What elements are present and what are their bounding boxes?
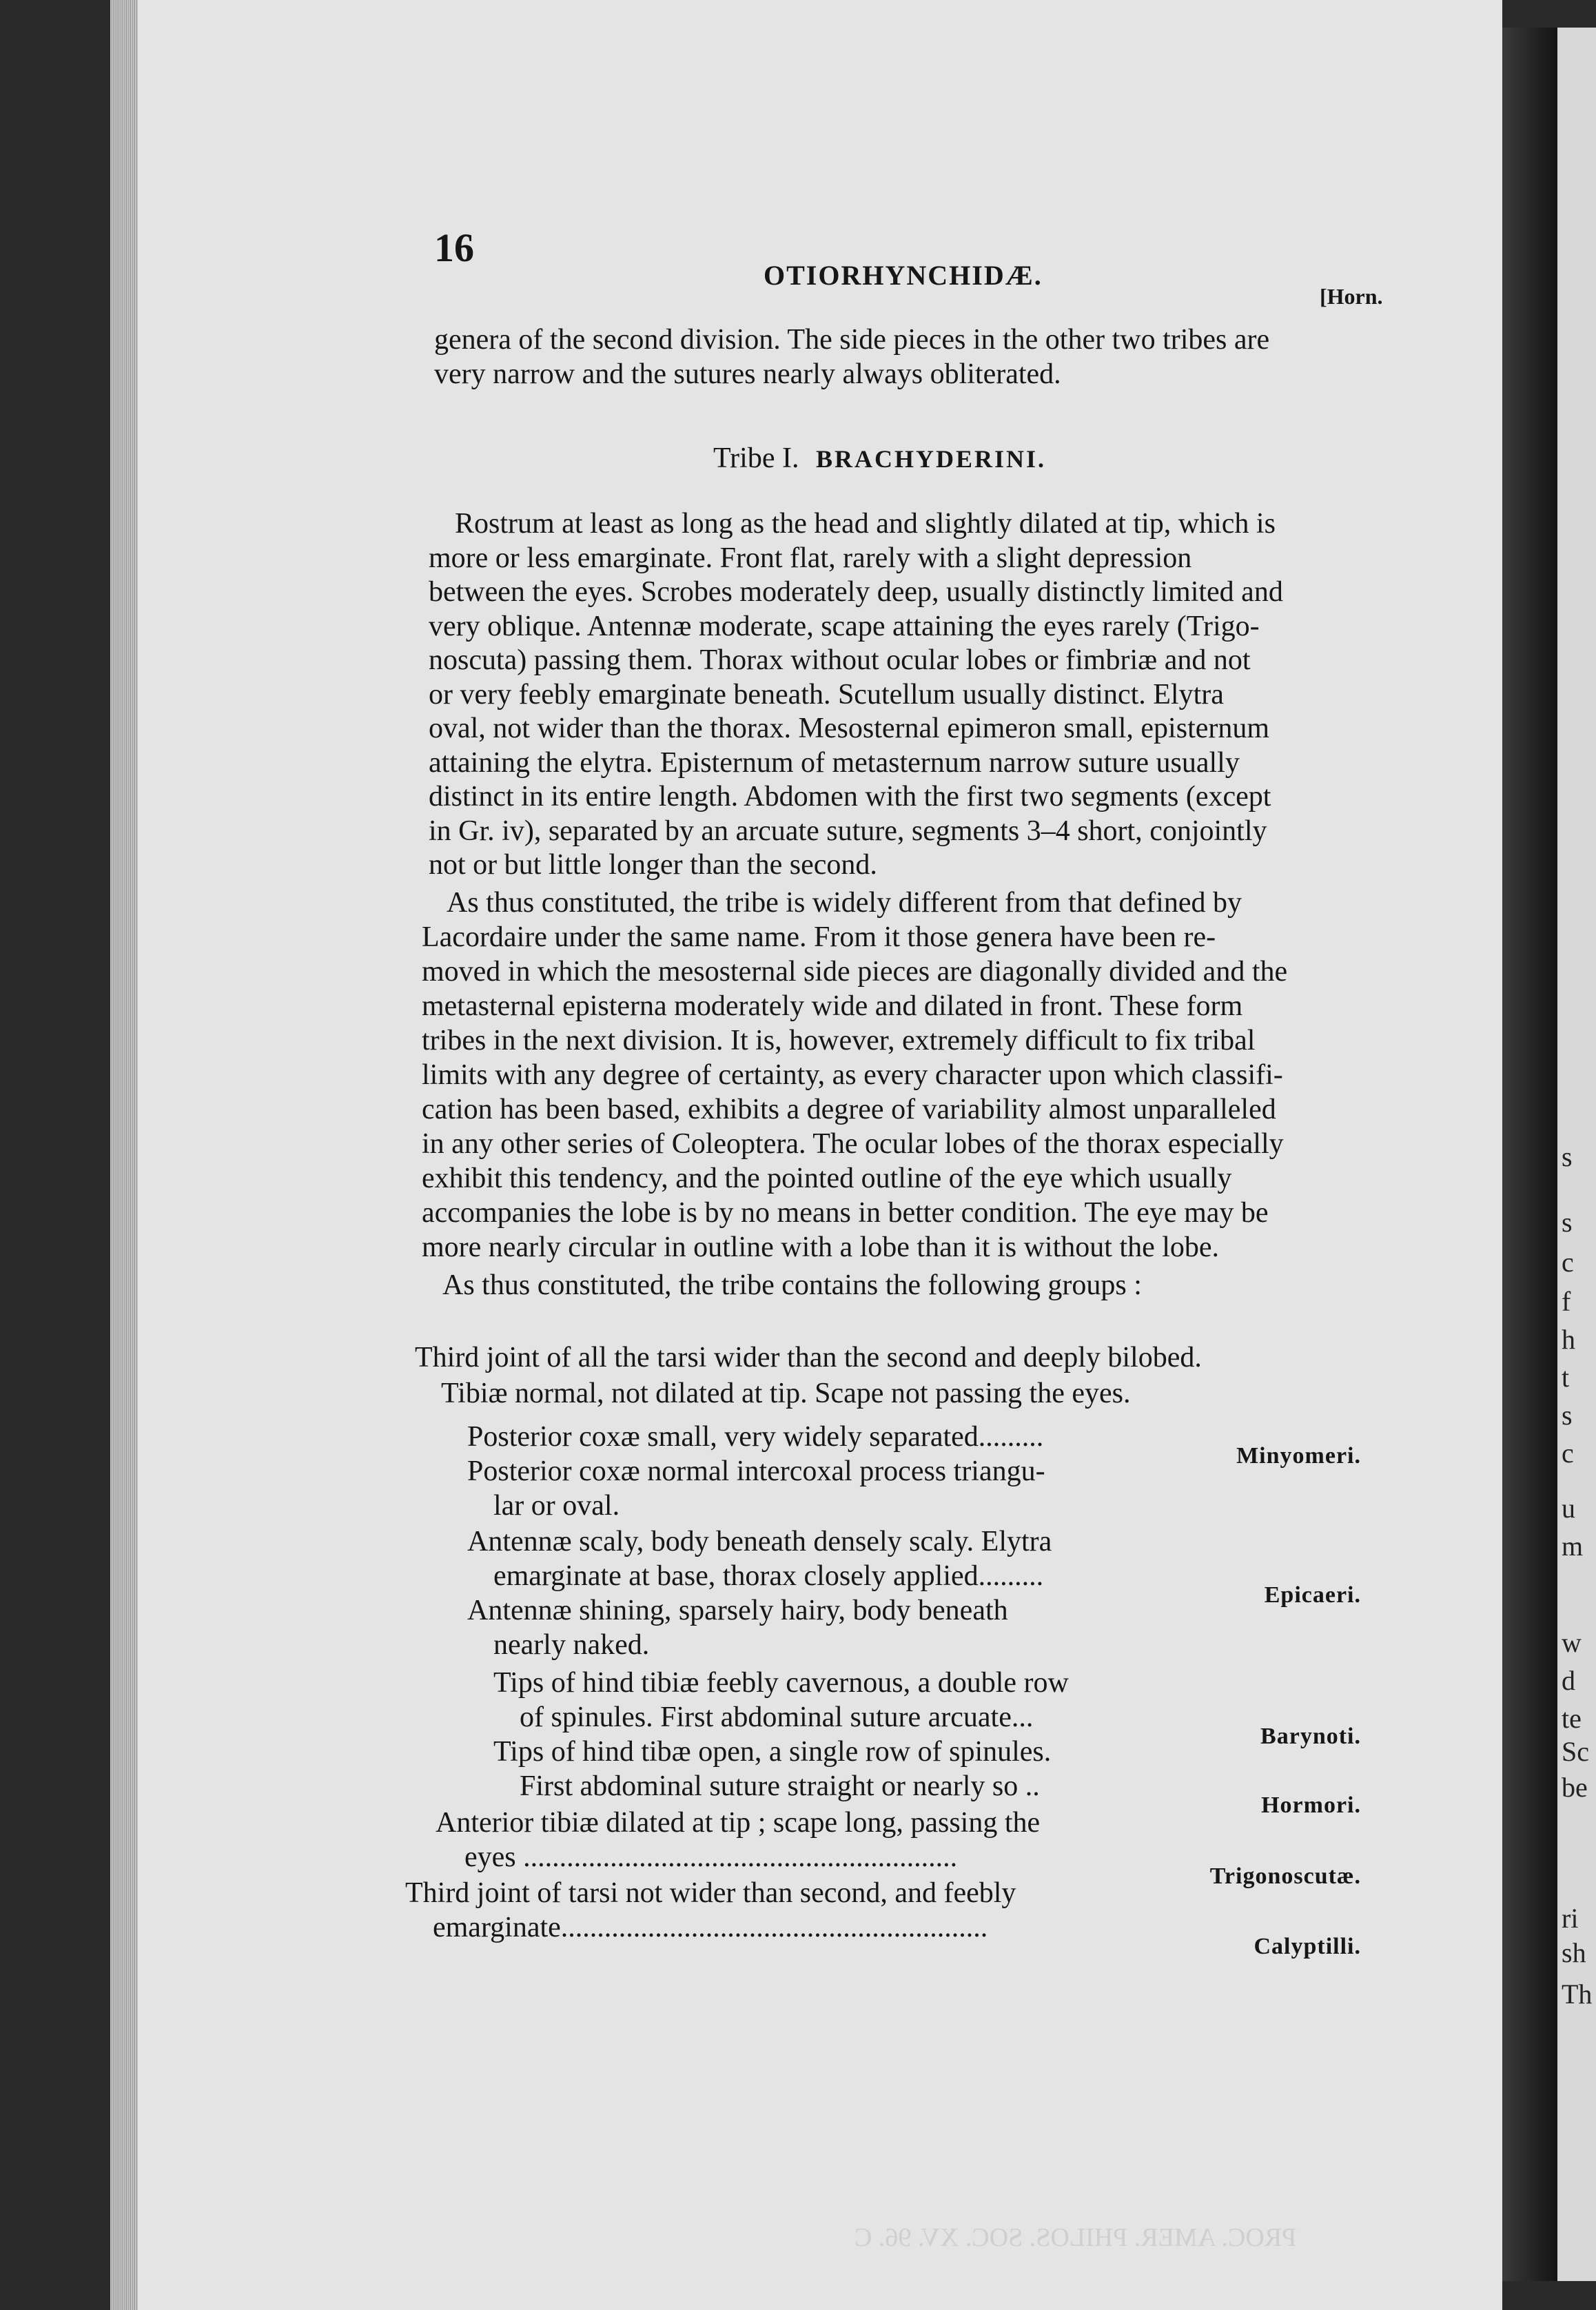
text-line: more or less emarginate. Front flat, rarely with a slight depression [429, 542, 1192, 574]
bleed-through-footer: PROC. AMER. PHILOS. SOC. XV. 96. C [855, 2223, 1297, 2252]
facing-page-margin [1557, 28, 1596, 2281]
facing-page-fragment: u [1562, 1493, 1575, 1524]
book-page-edges [110, 0, 138, 2310]
text-line: not or but little longer than the second. [429, 849, 877, 881]
book-gutter-shadow [1502, 28, 1557, 2281]
group-name: Barynoti. [1260, 1724, 1361, 1749]
key-entry-text: Posterior coxæ small, very widely separated......... [467, 1421, 1044, 1453]
text-line: distinct in its entire length. Abdomen with the first two segments (except [429, 781, 1271, 812]
page-number: 16 [434, 225, 474, 270]
group-name: Trigonoscutæ. [1209, 1863, 1361, 1889]
facing-page-fragment: s [1562, 1400, 1573, 1431]
facing-page-fragment: sh [1562, 1937, 1586, 1968]
text-line: genera of the second division. The side pieces in the other two tribes are [434, 324, 1270, 356]
facing-page-fragment: f [1562, 1286, 1571, 1317]
tribe-prefix: Tribe I. [713, 442, 799, 474]
key-entry-text: eyes ............................................................ [464, 1841, 958, 1873]
text-line: Rostrum at least as long as the head and slightly dilated at tip, which is [455, 508, 1276, 540]
facing-page-fragment: t [1562, 1362, 1570, 1393]
facing-page-fragment: s [1562, 1207, 1573, 1238]
facing-page-fragment: Th [1562, 1979, 1593, 2010]
text-line: cation has been based, exhibits a degree of variability almost unparalleled [422, 1094, 1276, 1125]
key-entry-text: Tips of hind tibæ open, a single row of spinules. [493, 1736, 1052, 1768]
facing-page-fragment: ri [1562, 1903, 1579, 1934]
facing-page-fragment: d [1562, 1665, 1575, 1696]
text-line: more nearly circular in outline with a lobe than it is without the lobe. [422, 1231, 1220, 1263]
author-reference: [Horn. [1320, 284, 1383, 309]
facing-page-fragment: te [1562, 1703, 1582, 1734]
key-entry-text: emarginate at base, thorax closely applied......... [493, 1560, 1044, 1592]
facing-page-fragment: Sc [1562, 1736, 1589, 1767]
facing-page-fragment: c [1562, 1438, 1574, 1469]
running-head-title: OTIORHYNCHIDÆ. [764, 260, 1043, 291]
key-entry-text: First abdominal suture straight or nearly so .. [520, 1770, 1040, 1802]
key-entry-text: of spinules. First abdominal suture arcuate... [520, 1701, 1034, 1733]
text-line: between the eyes. Scrobes moderately deep, usually distinctly limited and [429, 576, 1283, 608]
text-line: attaining the elytra. Episternum of metasternum narrow suture usually [429, 746, 1240, 779]
text-line: As thus constituted, the tribe is widely different from that defined by [447, 887, 1242, 919]
group-name: Hormori. [1261, 1792, 1361, 1818]
text-line: metasternal episterna moderately wide and dilated in front. These form [422, 990, 1243, 1022]
key-entry-text: Third joint of all the tarsi wider than the second and deeply bilobed. [415, 1342, 1202, 1373]
text-line: in any other series of Coleoptera. The ocular lobes of the thorax especially [422, 1128, 1284, 1160]
text-line: very oblique. Antennæ moderate, scape attaining the eyes rarely (Trigo- [429, 610, 1260, 642]
text-line: moved in which the mesosternal side pieces are diagonally divided and the [422, 956, 1288, 988]
key-entry-text: Third joint of tarsi not wider than second, and feebly [405, 1877, 1016, 1909]
facing-page-fragment: s [1562, 1141, 1573, 1172]
group-name: Epicaeri. [1264, 1582, 1361, 1608]
text-line: accompanies the lobe is by no means in better condition. The eye may be [422, 1197, 1269, 1229]
text-line: oval, not wider than the thorax. Mesosternal epimeron small, episternum [429, 713, 1270, 744]
text-line: in Gr. iv), separated by an arcuate suture, segments 3–4 short, conjointly [429, 815, 1267, 847]
key-entry-text: Tips of hind tibiæ feebly cavernous, a double row [493, 1667, 1069, 1699]
facing-page-fragment: m [1562, 1531, 1584, 1562]
tribe-name: BRACHYDERINI. [815, 445, 1046, 473]
facing-page-fragment: c [1562, 1247, 1574, 1278]
text-line: exhibit this tendency, and the pointed outline of the eye which usually [422, 1163, 1232, 1194]
key-entry-text: lar or oval. [493, 1490, 620, 1522]
groups-intro: As thus constituted, the tribe contains the following groups : [442, 1269, 1142, 1301]
tribe-heading [713, 441, 1046, 476]
key-entry-text: emarginate........................................................... [433, 1912, 988, 1943]
text-line: or very feebly emarginate beneath. Scutellum usually distinct. Elytra [429, 678, 1224, 711]
key-entry-text: Posterior coxæ normal intercoxal process triangu- [467, 1455, 1045, 1487]
group-name: Minyomeri. [1236, 1443, 1361, 1469]
text-line: Lacordaire under the same name. From it those genera have been re- [422, 921, 1216, 953]
facing-page-fragment: w [1562, 1627, 1582, 1658]
group-name: Calyptilli. [1254, 1934, 1361, 1959]
key-entry-text: Tibiæ normal, not dilated at tip. Scape not passing the eyes. [441, 1378, 1131, 1409]
facing-page-fragment: be [1562, 1772, 1588, 1803]
key-entry-text: Anterior tibiæ dilated at tip ; scape long, passing the [436, 1807, 1041, 1839]
text-line: very narrow and the sutures nearly always obliterated. [434, 358, 1061, 390]
facing-page-fragment: h [1562, 1324, 1575, 1355]
text-line: limits with any degree of certainty, as every character upon which classifi- [422, 1059, 1283, 1091]
key-entry-text: Antennæ shining, sparsely hairy, body beneath [467, 1595, 1008, 1626]
key-entry-text: nearly naked. [493, 1629, 650, 1661]
text-line: noscuta) passing them. Thorax without ocular lobes or fimbriæ and not [429, 644, 1251, 676]
key-entry-text: Antennæ scaly, body beneath densely scaly. Elytra [467, 1526, 1052, 1557]
text-line: tribes in the next division. It is, however, extremely difficult to fix tribal [422, 1025, 1256, 1056]
